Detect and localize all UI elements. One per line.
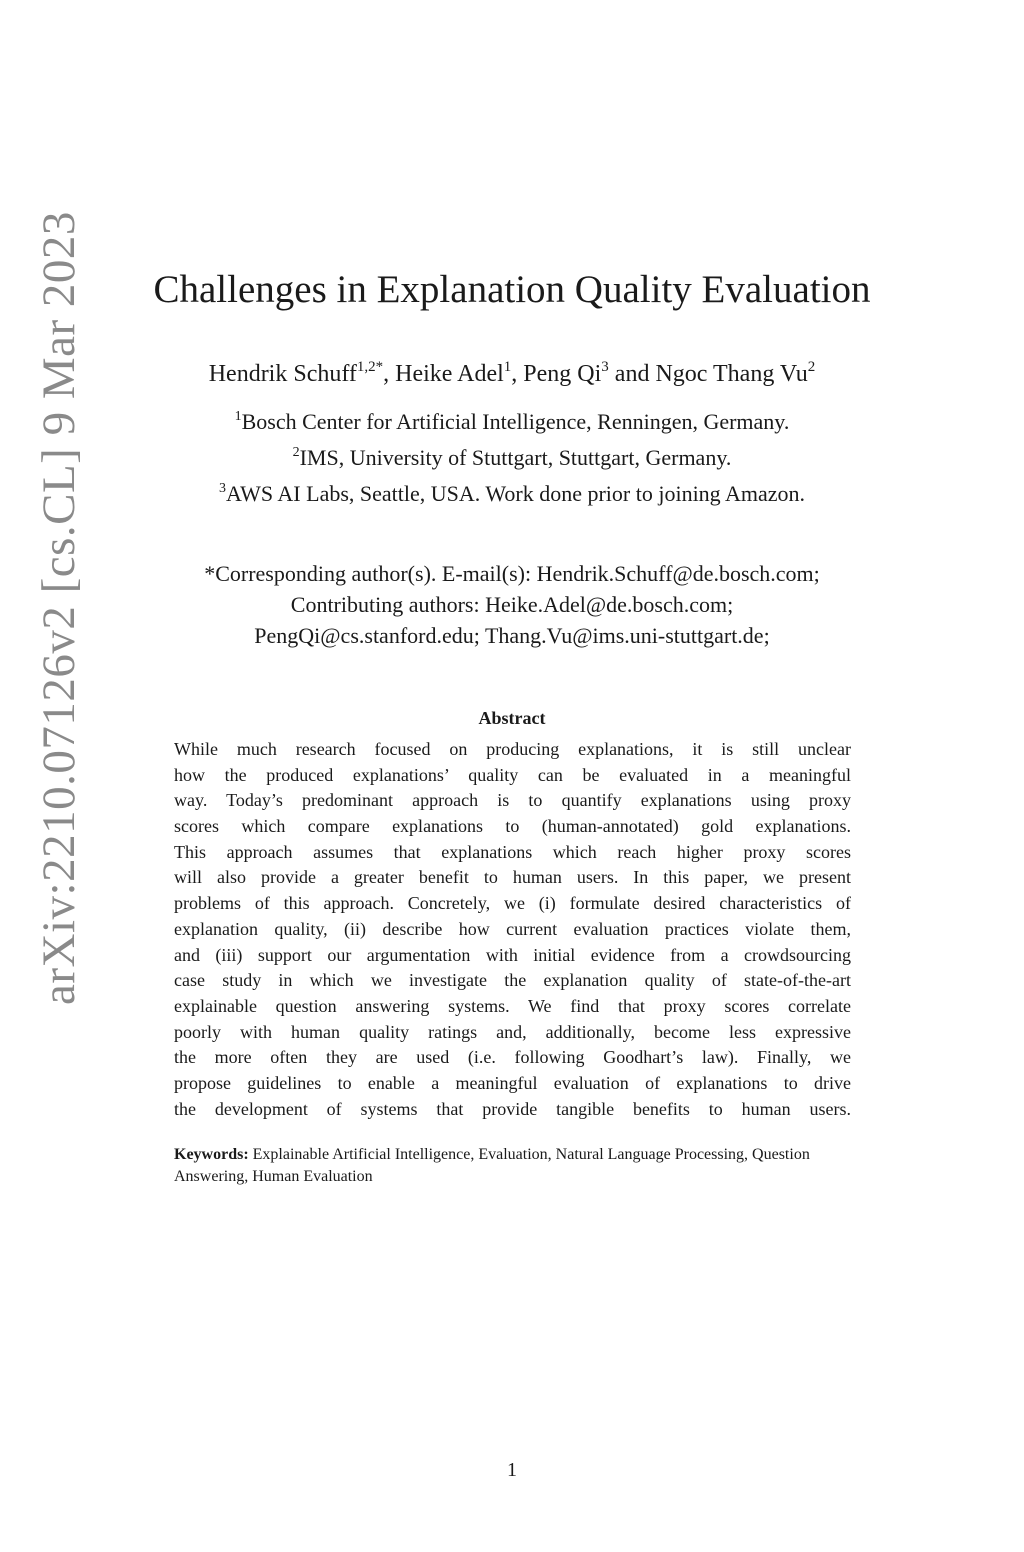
affiliation-mark: 2 (292, 445, 300, 460)
abstract-line: way. Today’s predominant approach is to quantify explanations using proxy (174, 790, 851, 811)
contributing-authors-line: Contributing authors: Heike.Adel@de.bosch.com; (290, 592, 734, 617)
paper-title: Challenges in Explanation Quality Evaluation (153, 268, 871, 311)
author-affiliation-mark: 2 (807, 359, 816, 375)
author-name: Hendrik Schuff (208, 361, 357, 387)
abstract-line: propose guidelines to enable a meaningful evaluation of explanations to drive (174, 1072, 851, 1093)
abstract-line: While much research focused on producing explanations, it is still unclear (174, 739, 851, 759)
affiliation-mark: 3 (219, 481, 226, 496)
abstract-line: scores which compare explanations to (human-annotated) gold explanations. (174, 816, 851, 837)
affiliation-line (0, 442, 1024, 478)
page-number: 1 (507, 1459, 517, 1481)
affiliation-line (0, 406, 1024, 442)
keywords-label: Keywords: (174, 1146, 249, 1163)
abstract-line: and (iii) support our argumentation with initial evidence from a crowdsourcing (174, 944, 851, 965)
corresponding-author-line: *Corresponding author(s). E-mail(s): Hendrik.Schuff@de.bosch.com; (204, 561, 820, 586)
author-separator: , (383, 361, 396, 387)
keywords-text: Explainable Artificial Intelligence, Evaluation, Natural Language Processing, Question Answering, Human Evaluation (174, 1146, 810, 1185)
affiliation-mark: 1 (234, 409, 242, 424)
abstract-heading: Abstract (478, 708, 546, 728)
correspondence-block (0, 558, 1024, 651)
author-separator: , (511, 361, 524, 387)
arxiv-identifier-stamp: arXiv:2210.07126v2 [cs.CL] 9 Mar 2023 (33, 211, 85, 1005)
abstract-line: explainable question answering systems. We find that proxy scores correlate (174, 995, 851, 1016)
author-name: Peng Qi (523, 361, 602, 387)
abstract-line: the more often they are used (i.e. following Goodhart’s law). Finally, we (174, 1047, 851, 1068)
author-separator: and (608, 361, 656, 387)
author-list (0, 358, 1024, 393)
abstract-line: case study in which we investigate the explanation quality of state-of-the-art (174, 970, 851, 991)
author-name: Heike Adel (395, 361, 504, 387)
author-affiliation-mark: 1 (503, 359, 512, 375)
abstract-line: problems of this approach. Concretely, we (i) formulate desired characteristics of (174, 893, 851, 914)
author-name: Ngoc Thang Vu (655, 361, 808, 387)
abstract-line: how the produced explanations’ quality can be evaluated in a meaningful (174, 764, 851, 785)
affiliation-text: AWS AI Labs, Seattle, USA. Work done prior to joining Amazon. (226, 481, 805, 506)
abstract-line: explanation quality, (ii) describe how current evaluation practices violate them, (174, 918, 851, 939)
affiliation-text: Bosch Center for Artificial Intelligence, Renningen, Germany. (241, 409, 790, 434)
abstract-line: This approach assumes that explanations which reach higher proxy scores (174, 841, 851, 862)
abstract-line: will also provide a greater benefit to human users. In this paper, we present (174, 867, 851, 888)
abstract-line: the development of systems that provide tangible benefits to human users. (174, 1098, 851, 1119)
affiliation-text: IMS, University of Stuttgart, Stuttgart, Germany. (299, 445, 732, 470)
keywords-block (174, 1144, 851, 1188)
abstract-line: poorly with human quality ratings and, additionally, become less expressive (174, 1021, 851, 1042)
contributing-emails-line: PengQi@cs.stanford.edu; Thang.Vu@ims.uni-stuttgart.de; (254, 623, 770, 648)
abstract-body (174, 737, 851, 1122)
affiliation-line (0, 478, 1024, 514)
author-affiliation-mark: 1,2* (356, 359, 384, 375)
author-affiliation-mark: 3 (601, 359, 609, 375)
affiliation-list (0, 406, 1024, 514)
